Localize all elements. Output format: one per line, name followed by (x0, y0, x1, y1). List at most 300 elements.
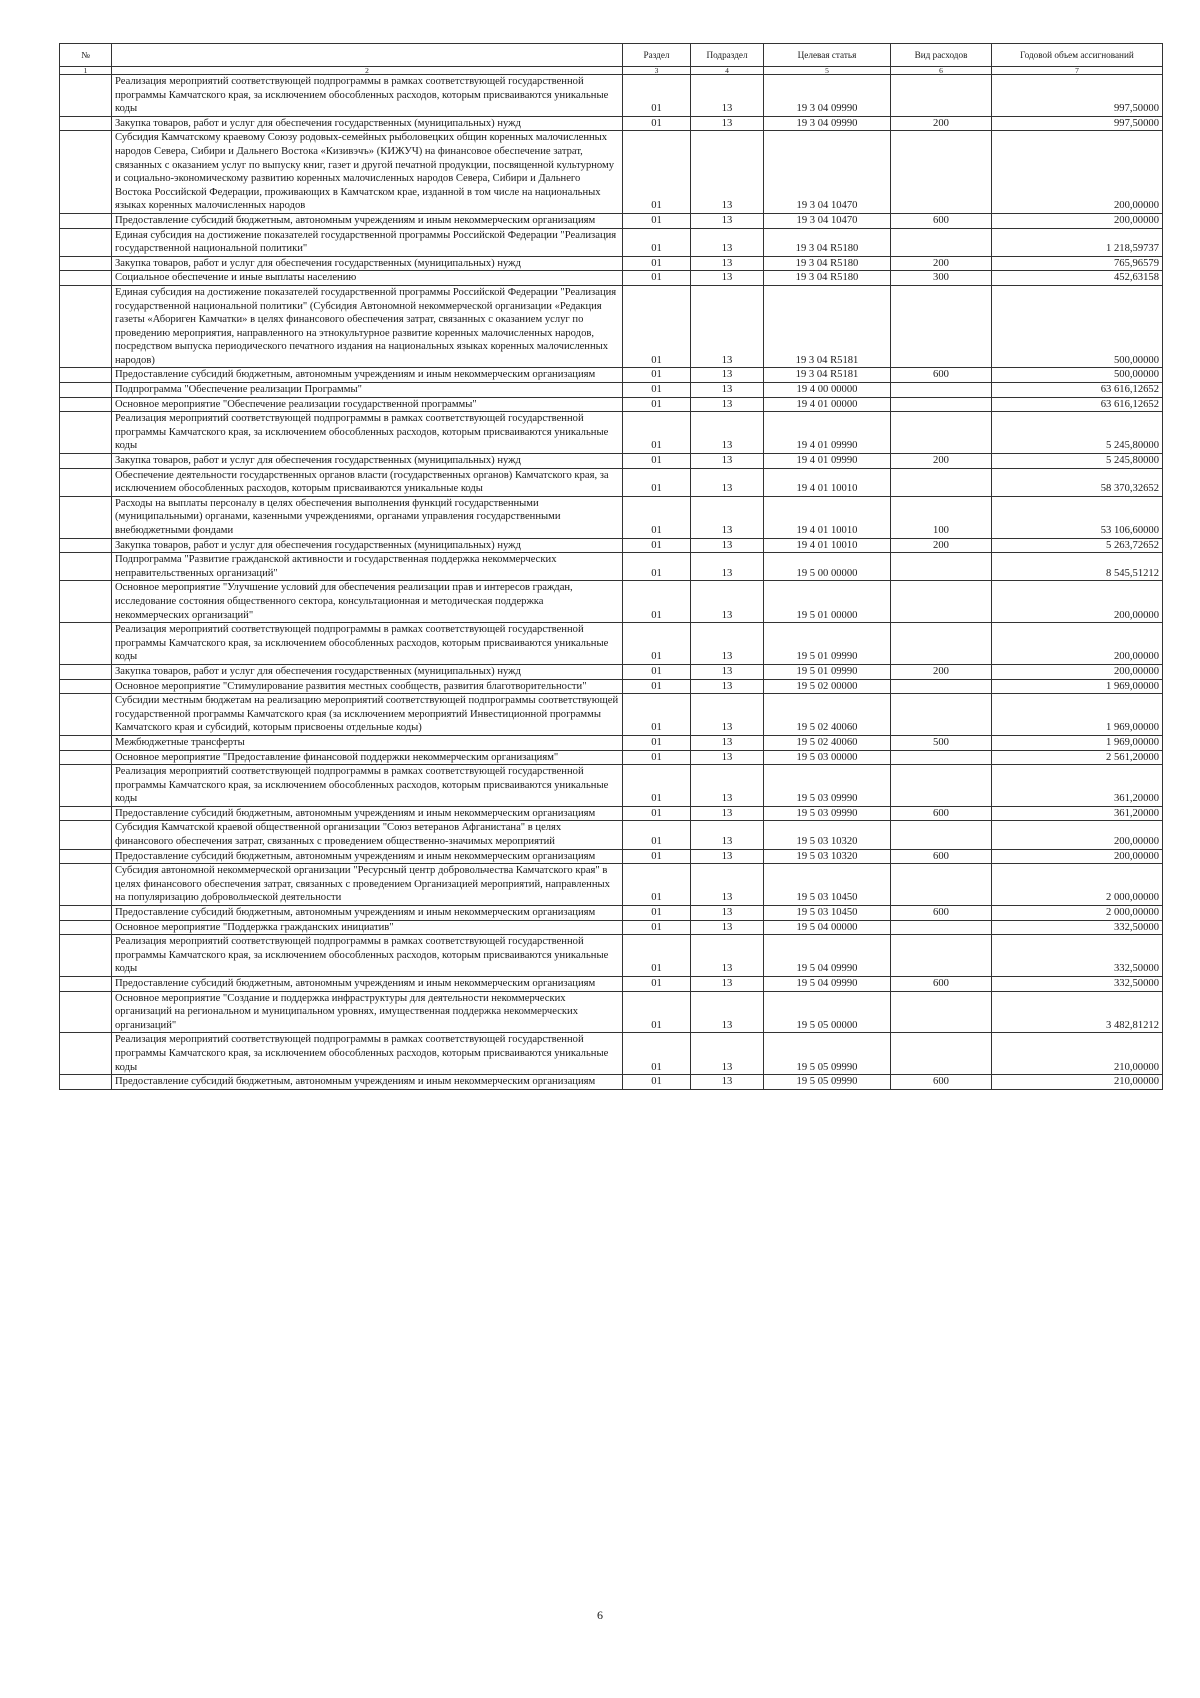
row-razdel-cell: 01 (623, 581, 691, 623)
row-name-cell: Социальное обеспечение и иные выплаты населению (112, 271, 623, 286)
row-podrazdel-cell: 13 (691, 977, 764, 992)
table-row (60, 368, 1163, 383)
row-razdel-cell: 01 (623, 468, 691, 496)
row-razdel-cell: 01 (623, 553, 691, 581)
row-target-article-cell: 19 5 04 00000 (764, 920, 891, 935)
row-number-cell (60, 256, 112, 271)
row-amount-cell: 200,00000 (992, 213, 1163, 228)
row-name-cell: Предоставление субсидий бюджетным, автономным учреждениям и иным некоммерческим организациям (112, 906, 623, 921)
row-name-cell: Подпрограмма "Развитие гражданской активности и государственная поддержка некоммерческих неправительственных организаций" (112, 553, 623, 581)
row-name-cell: Закупка товаров, работ и услуг для обеспечения государственных (муниципальных) нужд (112, 116, 623, 131)
table-row (60, 75, 1163, 117)
row-target-article-cell: 19 5 03 10320 (764, 821, 891, 849)
row-target-article-cell: 19 5 00 00000 (764, 553, 891, 581)
row-name-cell: Единая субсидия на достижение показателей государственной программы Российской Федерации "Реализация государственной национальной политики" (Субсидия Автономной некоммерческой организации «Редакция газеты «Абориген Камчатки» в целях финансового обеспечения затрат, связанных с оказанием услуг по проведению мероприятия, направленного на этнокультурное развитие коренных малочисленных народов, посредством выпуска периодического печатного издания на национальных языках коренных малочисленных народов) (112, 285, 623, 368)
row-number-cell (60, 412, 112, 454)
row-amount-cell: 200,00000 (992, 623, 1163, 665)
row-name-cell: Реализация мероприятий соответствующей подпрограммы в рамках соответствующей государственной программы Камчатского края, за исключением обособленных расходов, которым присваиваются уникальные коды (112, 765, 623, 807)
row-number-cell (60, 538, 112, 553)
row-number-cell (60, 679, 112, 694)
row-razdel-cell: 01 (623, 368, 691, 383)
table-row (60, 271, 1163, 286)
row-razdel-cell: 01 (623, 920, 691, 935)
row-name-cell: Закупка товаров, работ и услуг для обеспечения государственных (муниципальных) нужд (112, 664, 623, 679)
row-razdel-cell: 01 (623, 285, 691, 368)
row-name-cell: Реализация мероприятий соответствующей подпрограммы в рамках соответствующей государственной программы Камчатского края, за исключением обособленных расходов, которым присваиваются уникальные коды (112, 623, 623, 665)
row-expense-type-cell: 300 (891, 271, 992, 286)
row-razdel-cell: 01 (623, 1033, 691, 1075)
row-expense-type-cell (891, 75, 992, 117)
row-podrazdel-cell: 13 (691, 75, 764, 117)
header-col-number: 1 (60, 67, 112, 75)
header-razdel: Раздел (623, 44, 691, 67)
row-razdel-cell: 01 (623, 271, 691, 286)
row-expense-type-cell: 600 (891, 849, 992, 864)
row-expense-type-cell (891, 412, 992, 454)
row-name-cell: Субсидия Камчатскому краевому Союзу родовых-семейных рыболовецких общин коренных малочисленных народов Севера, Сибири и Дальнего Востока «Кизивэчъ» (КИЖУЧ) на финансовое обеспечение затрат, связанных с оказанием услуг по выпуску книг, газет и другой печатной продукции, посвященной культурному и социально-экономическому развитию коренных малочисленных народов Севера, Сибири и Дальнего Востока Российской Федерации, проживающих в Камчатском крае, изданной в том числе на национальных языках коренных малочисленных народов (112, 131, 623, 214)
row-amount-cell: 63 616,12652 (992, 383, 1163, 398)
row-podrazdel-cell: 13 (691, 821, 764, 849)
row-name-cell: Предоставление субсидий бюджетным, автономным учреждениям и иным некоммерческим организациям (112, 1075, 623, 1090)
row-amount-cell: 361,20000 (992, 806, 1163, 821)
table-row (60, 116, 1163, 131)
row-podrazdel-cell: 13 (691, 750, 764, 765)
table-row (60, 131, 1163, 214)
row-razdel-cell: 01 (623, 623, 691, 665)
row-amount-cell: 200,00000 (992, 664, 1163, 679)
header-expense-type: Вид расходов (891, 44, 992, 67)
row-razdel-cell: 01 (623, 849, 691, 864)
table-row (60, 906, 1163, 921)
table-row (60, 1075, 1163, 1090)
row-expense-type-cell: 100 (891, 496, 992, 538)
row-number-cell (60, 271, 112, 286)
header-annual-amount: Годовой объем ассигнований (992, 44, 1163, 67)
table-row (60, 496, 1163, 538)
row-target-article-cell: 19 5 05 09990 (764, 1033, 891, 1075)
row-name-cell: Основное мероприятие "Создание и поддержка инфраструктуры для деятельности некоммерческих организаций на региональном и муниципальном уровнях, имущественная поддержка некоммерческих организаций" (112, 991, 623, 1033)
row-amount-cell: 1 969,00000 (992, 694, 1163, 736)
row-number-cell (60, 553, 112, 581)
row-podrazdel-cell: 13 (691, 468, 764, 496)
row-number-cell (60, 765, 112, 807)
row-number-cell (60, 397, 112, 412)
table-row (60, 581, 1163, 623)
row-amount-cell: 452,63158 (992, 271, 1163, 286)
row-razdel-cell: 01 (623, 397, 691, 412)
row-name-cell: Предоставление субсидий бюджетным, автономным учреждениям и иным некоммерческим организациям (112, 849, 623, 864)
row-amount-cell: 332,50000 (992, 935, 1163, 977)
row-expense-type-cell (891, 581, 992, 623)
row-podrazdel-cell: 13 (691, 256, 764, 271)
row-target-article-cell: 19 4 01 10010 (764, 538, 891, 553)
row-number-cell (60, 581, 112, 623)
row-amount-cell: 8 545,51212 (992, 553, 1163, 581)
row-amount-cell: 500,00000 (992, 368, 1163, 383)
row-razdel-cell: 01 (623, 694, 691, 736)
row-target-article-cell: 19 5 01 00000 (764, 581, 891, 623)
row-razdel-cell: 01 (623, 1075, 691, 1090)
row-amount-cell: 200,00000 (992, 131, 1163, 214)
row-target-article-cell: 19 5 03 10320 (764, 849, 891, 864)
table-row (60, 412, 1163, 454)
row-podrazdel-cell: 13 (691, 285, 764, 368)
row-razdel-cell: 01 (623, 750, 691, 765)
row-podrazdel-cell: 13 (691, 213, 764, 228)
row-target-article-cell: 19 4 01 09990 (764, 412, 891, 454)
header-col-number: 5 (764, 67, 891, 75)
row-expense-type-cell: 200 (891, 664, 992, 679)
row-razdel-cell: 01 (623, 538, 691, 553)
table-row (60, 935, 1163, 977)
header-col-number: 6 (891, 67, 992, 75)
table-row (60, 538, 1163, 553)
row-number-cell (60, 694, 112, 736)
row-number-cell (60, 228, 112, 256)
row-number-cell (60, 623, 112, 665)
row-number-cell (60, 977, 112, 992)
row-number-cell (60, 213, 112, 228)
row-target-article-cell: 19 5 02 00000 (764, 679, 891, 694)
row-number-cell (60, 750, 112, 765)
row-name-cell: Субсидия Камчатской краевой общественной организации "Союз ветеранов Афганистана" в целях финансового обеспечения затрат, связанных с проведением общественно-значимых мероприятий (112, 821, 623, 849)
page-number: 6 (597, 1608, 603, 1622)
row-target-article-cell: 19 5 01 09990 (764, 664, 891, 679)
row-podrazdel-cell: 13 (691, 553, 764, 581)
row-podrazdel-cell: 13 (691, 906, 764, 921)
row-target-article-cell: 19 3 04 R5180 (764, 256, 891, 271)
row-amount-cell: 210,00000 (992, 1075, 1163, 1090)
row-target-article-cell: 19 5 04 09990 (764, 977, 891, 992)
row-expense-type-cell (891, 397, 992, 412)
row-razdel-cell: 01 (623, 864, 691, 906)
row-number-cell (60, 806, 112, 821)
row-name-cell: Закупка товаров, работ и услуг для обеспечения государственных (муниципальных) нужд (112, 256, 623, 271)
header-col-number: 2 (112, 67, 623, 75)
table-body (60, 75, 1163, 1090)
row-amount-cell: 5 245,80000 (992, 454, 1163, 469)
row-expense-type-cell: 600 (891, 806, 992, 821)
header-col-number: 7 (992, 67, 1163, 75)
table-row (60, 383, 1163, 398)
table-row (60, 821, 1163, 849)
row-number-cell (60, 906, 112, 921)
row-razdel-cell: 01 (623, 131, 691, 214)
row-razdel-cell: 01 (623, 496, 691, 538)
row-expense-type-cell (891, 935, 992, 977)
row-name-cell: Основное мероприятие "Предоставление финансовой поддержки некоммерческим организациям" (112, 750, 623, 765)
row-name-cell: Основное мероприятие "Стимулирование развития местных сообществ, развития благотворительности" (112, 679, 623, 694)
row-expense-type-cell (891, 821, 992, 849)
row-podrazdel-cell: 13 (691, 397, 764, 412)
row-podrazdel-cell: 13 (691, 920, 764, 935)
row-number-cell (60, 285, 112, 368)
row-target-article-cell: 19 5 01 09990 (764, 623, 891, 665)
row-podrazdel-cell: 13 (691, 864, 764, 906)
row-expense-type-cell: 200 (891, 256, 992, 271)
row-expense-type-cell (891, 1033, 992, 1075)
row-name-cell: Закупка товаров, работ и услуг для обеспечения государственных (муниципальных) нужд (112, 454, 623, 469)
row-name-cell: Предоставление субсидий бюджетным, автономным учреждениям и иным некоммерческим организациям (112, 368, 623, 383)
row-podrazdel-cell: 13 (691, 664, 764, 679)
table-row (60, 750, 1163, 765)
row-name-cell: Основное мероприятие "Обеспечение реализации государственной программы" (112, 397, 623, 412)
row-expense-type-cell (891, 991, 992, 1033)
row-podrazdel-cell: 13 (691, 935, 764, 977)
row-target-article-cell: 19 3 04 09990 (764, 116, 891, 131)
row-podrazdel-cell: 13 (691, 116, 764, 131)
row-number-cell (60, 368, 112, 383)
row-amount-cell: 997,50000 (992, 75, 1163, 117)
row-razdel-cell: 01 (623, 213, 691, 228)
table-row (60, 623, 1163, 665)
row-razdel-cell: 01 (623, 679, 691, 694)
row-amount-cell: 58 370,32652 (992, 468, 1163, 496)
row-amount-cell: 2 000,00000 (992, 864, 1163, 906)
row-name-cell: Реализация мероприятий соответствующей подпрограммы в рамках соответствующей государственной программы Камчатского края, за исключением обособленных расходов, которым присваиваются уникальные коды (112, 75, 623, 117)
row-target-article-cell: 19 5 02 40060 (764, 694, 891, 736)
table-row (60, 1033, 1163, 1075)
header-podrazdel: Подраздел (691, 44, 764, 67)
row-podrazdel-cell: 13 (691, 131, 764, 214)
row-number-cell (60, 1033, 112, 1075)
row-number-cell (60, 935, 112, 977)
row-expense-type-cell: 600 (891, 977, 992, 992)
table-row (60, 977, 1163, 992)
row-number-cell (60, 116, 112, 131)
row-number-cell (60, 864, 112, 906)
row-name-cell: Основное мероприятие "Улучшение условий для обеспечения реализации прав и интересов граждан, исследование состояния общественного сектора, консультационная и методическая поддержка некоммерческих организаций" (112, 581, 623, 623)
row-razdel-cell: 01 (623, 664, 691, 679)
row-target-article-cell: 19 5 03 10450 (764, 864, 891, 906)
row-number-cell (60, 1075, 112, 1090)
row-target-article-cell: 19 4 00 00000 (764, 383, 891, 398)
row-expense-type-cell: 500 (891, 735, 992, 750)
row-expense-type-cell (891, 694, 992, 736)
row-target-article-cell: 19 4 01 09990 (764, 454, 891, 469)
row-number-cell (60, 991, 112, 1033)
row-razdel-cell: 01 (623, 821, 691, 849)
row-amount-cell: 53 106,60000 (992, 496, 1163, 538)
row-expense-type-cell (891, 131, 992, 214)
row-amount-cell: 200,00000 (992, 821, 1163, 849)
row-target-article-cell: 19 4 01 00000 (764, 397, 891, 412)
table-row (60, 397, 1163, 412)
row-target-article-cell: 19 5 04 09990 (764, 935, 891, 977)
header-number-row (60, 67, 1163, 75)
header-row (60, 44, 1163, 67)
table-row (60, 285, 1163, 368)
row-name-cell: Предоставление субсидий бюджетным, автономным учреждениям и иным некоммерческим организациям (112, 806, 623, 821)
table-row (60, 864, 1163, 906)
row-expense-type-cell (891, 623, 992, 665)
row-expense-type-cell (891, 765, 992, 807)
row-number-cell (60, 920, 112, 935)
row-amount-cell: 997,50000 (992, 116, 1163, 131)
row-razdel-cell: 01 (623, 116, 691, 131)
row-name-cell: Основное мероприятие "Поддержка гражданских инициатив" (112, 920, 623, 935)
row-podrazdel-cell: 13 (691, 623, 764, 665)
table-row (60, 228, 1163, 256)
row-podrazdel-cell: 13 (691, 581, 764, 623)
row-razdel-cell: 01 (623, 228, 691, 256)
row-name-cell: Закупка товаров, работ и услуг для обеспечения государственных (муниципальных) нужд (112, 538, 623, 553)
row-razdel-cell: 01 (623, 765, 691, 807)
table-row (60, 664, 1163, 679)
row-number-cell (60, 454, 112, 469)
row-amount-cell: 3 482,81212 (992, 991, 1163, 1033)
row-number-cell (60, 468, 112, 496)
row-expense-type-cell (891, 750, 992, 765)
row-amount-cell: 200,00000 (992, 581, 1163, 623)
header-number: № (60, 44, 112, 67)
row-target-article-cell: 19 3 04 R5181 (764, 285, 891, 368)
row-target-article-cell: 19 3 04 09990 (764, 75, 891, 117)
row-target-article-cell: 19 3 04 10470 (764, 131, 891, 214)
row-expense-type-cell (891, 920, 992, 935)
row-razdel-cell: 01 (623, 977, 691, 992)
row-amount-cell: 332,50000 (992, 920, 1163, 935)
row-name-cell: Предоставление субсидий бюджетным, автономным учреждениям и иным некоммерческим организациям (112, 977, 623, 992)
row-expense-type-cell: 600 (891, 213, 992, 228)
row-expense-type-cell: 200 (891, 454, 992, 469)
row-expense-type-cell (891, 679, 992, 694)
row-target-article-cell: 19 3 04 R5181 (764, 368, 891, 383)
row-number-cell (60, 664, 112, 679)
row-target-article-cell: 19 3 04 10470 (764, 213, 891, 228)
row-podrazdel-cell: 13 (691, 806, 764, 821)
row-number-cell (60, 821, 112, 849)
row-name-cell: Предоставление субсидий бюджетным, автономным учреждениям и иным некоммерческим организациям (112, 213, 623, 228)
table-row (60, 991, 1163, 1033)
row-target-article-cell: 19 5 03 09990 (764, 765, 891, 807)
row-podrazdel-cell: 13 (691, 412, 764, 454)
row-razdel-cell: 01 (623, 735, 691, 750)
table-row (60, 454, 1163, 469)
row-name-cell: Реализация мероприятий соответствующей подпрограммы в рамках соответствующей государственной программы Камчатского края, за исключением обособленных расходов, которым присваиваются уникальные коды (112, 1033, 623, 1075)
row-target-article-cell: 19 4 01 10010 (764, 496, 891, 538)
row-expense-type-cell: 600 (891, 368, 992, 383)
row-expense-type-cell: 600 (891, 906, 992, 921)
row-podrazdel-cell: 13 (691, 454, 764, 469)
row-target-article-cell: 19 5 05 09990 (764, 1075, 891, 1090)
row-expense-type-cell: 200 (891, 116, 992, 131)
row-name-cell: Обеспечение деятельности государственных органов власти (государственных органов) Камчатского края, за исключением обособленных расходов, которым присваиваются уникальные коды (112, 468, 623, 496)
row-expense-type-cell (891, 228, 992, 256)
row-expense-type-cell (891, 553, 992, 581)
row-number-cell (60, 75, 112, 117)
budget-table (59, 43, 1163, 1090)
row-podrazdel-cell: 13 (691, 383, 764, 398)
row-amount-cell: 63 616,12652 (992, 397, 1163, 412)
row-name-cell: Субсидия автономной некоммерческой организации "Ресурсный центр добровольчества Камчатского края" в целях финансового обеспечения затрат, связанных с проведением Организацией мероприятий, направленных на популяризацию добровольческой деятельности (112, 864, 623, 906)
table-row (60, 849, 1163, 864)
row-amount-cell: 1 969,00000 (992, 735, 1163, 750)
row-podrazdel-cell: 13 (691, 1033, 764, 1075)
row-target-article-cell: 19 3 04 R5180 (764, 228, 891, 256)
row-razdel-cell: 01 (623, 454, 691, 469)
row-podrazdel-cell: 13 (691, 1075, 764, 1090)
row-razdel-cell: 01 (623, 383, 691, 398)
table-row (60, 468, 1163, 496)
row-amount-cell: 2 561,20000 (992, 750, 1163, 765)
row-expense-type-cell (891, 285, 992, 368)
row-razdel-cell: 01 (623, 991, 691, 1033)
row-razdel-cell: 01 (623, 806, 691, 821)
row-amount-cell: 5 263,72652 (992, 538, 1163, 553)
row-target-article-cell: 19 3 04 R5180 (764, 271, 891, 286)
table-row (60, 806, 1163, 821)
row-expense-type-cell (891, 864, 992, 906)
row-target-article-cell: 19 4 01 10010 (764, 468, 891, 496)
row-expense-type-cell (891, 383, 992, 398)
row-amount-cell: 332,50000 (992, 977, 1163, 992)
table-row (60, 920, 1163, 935)
row-name-cell: Реализация мероприятий соответствующей подпрограммы в рамках соответствующей государственной программы Камчатского края, за исключением обособленных расходов, которым присваиваются уникальные коды (112, 935, 623, 977)
row-amount-cell: 500,00000 (992, 285, 1163, 368)
row-amount-cell: 765,96579 (992, 256, 1163, 271)
row-razdel-cell: 01 (623, 412, 691, 454)
row-amount-cell: 361,20000 (992, 765, 1163, 807)
row-podrazdel-cell: 13 (691, 228, 764, 256)
row-podrazdel-cell: 13 (691, 849, 764, 864)
row-name-cell: Расходы на выплаты персоналу в целях обеспечения выполнения функций государственными (муниципальными) органами, казенными учреждениями, органами управления государственными внебюджетными фондами (112, 496, 623, 538)
row-number-cell (60, 496, 112, 538)
row-amount-cell: 200,00000 (992, 849, 1163, 864)
row-podrazdel-cell: 13 (691, 735, 764, 750)
row-name-cell: Реализация мероприятий соответствующей подпрограммы в рамках соответствующей государственной программы Камчатского края, за исключением обособленных расходов, которым присваиваются уникальные коды (112, 412, 623, 454)
table-row (60, 679, 1163, 694)
row-target-article-cell: 19 5 03 10450 (764, 906, 891, 921)
row-name-cell: Межбюджетные трансферты (112, 735, 623, 750)
row-target-article-cell: 19 5 03 00000 (764, 750, 891, 765)
row-name-cell: Субсидии местным бюджетам на реализацию мероприятий соответствующей подпрограммы соответствующей государственной программы Камчатского края (за исключением мероприятий Инвестиционной программы Камчатского края и субсидий, которым присвоены отдельные коды) (112, 694, 623, 736)
row-name-cell: Единая субсидия на достижение показателей государственной программы Российской Федерации "Реализация государственной национальной политики" (112, 228, 623, 256)
table-row (60, 256, 1163, 271)
row-target-article-cell: 19 5 02 40060 (764, 735, 891, 750)
row-amount-cell: 2 000,00000 (992, 906, 1163, 921)
row-podrazdel-cell: 13 (691, 765, 764, 807)
row-razdel-cell: 01 (623, 935, 691, 977)
row-podrazdel-cell: 13 (691, 538, 764, 553)
table-row (60, 765, 1163, 807)
row-podrazdel-cell: 13 (691, 679, 764, 694)
row-amount-cell: 210,00000 (992, 1033, 1163, 1075)
row-amount-cell: 5 245,80000 (992, 412, 1163, 454)
table-row (60, 735, 1163, 750)
table-row (60, 553, 1163, 581)
row-podrazdel-cell: 13 (691, 991, 764, 1033)
row-number-cell (60, 735, 112, 750)
row-expense-type-cell: 600 (891, 1075, 992, 1090)
row-razdel-cell: 01 (623, 906, 691, 921)
table-row (60, 213, 1163, 228)
table-row (60, 694, 1163, 736)
row-expense-type-cell (891, 468, 992, 496)
row-target-article-cell: 19 5 05 00000 (764, 991, 891, 1033)
row-razdel-cell: 01 (623, 256, 691, 271)
header-col-number: 3 (623, 67, 691, 75)
row-razdel-cell: 01 (623, 75, 691, 117)
header-name (112, 44, 623, 67)
row-podrazdel-cell: 13 (691, 694, 764, 736)
header-col-number: 4 (691, 67, 764, 75)
row-target-article-cell: 19 5 03 09990 (764, 806, 891, 821)
header-target-article: Целевая статья (764, 44, 891, 67)
row-podrazdel-cell: 13 (691, 271, 764, 286)
row-amount-cell: 1 218,59737 (992, 228, 1163, 256)
row-amount-cell: 1 969,00000 (992, 679, 1163, 694)
